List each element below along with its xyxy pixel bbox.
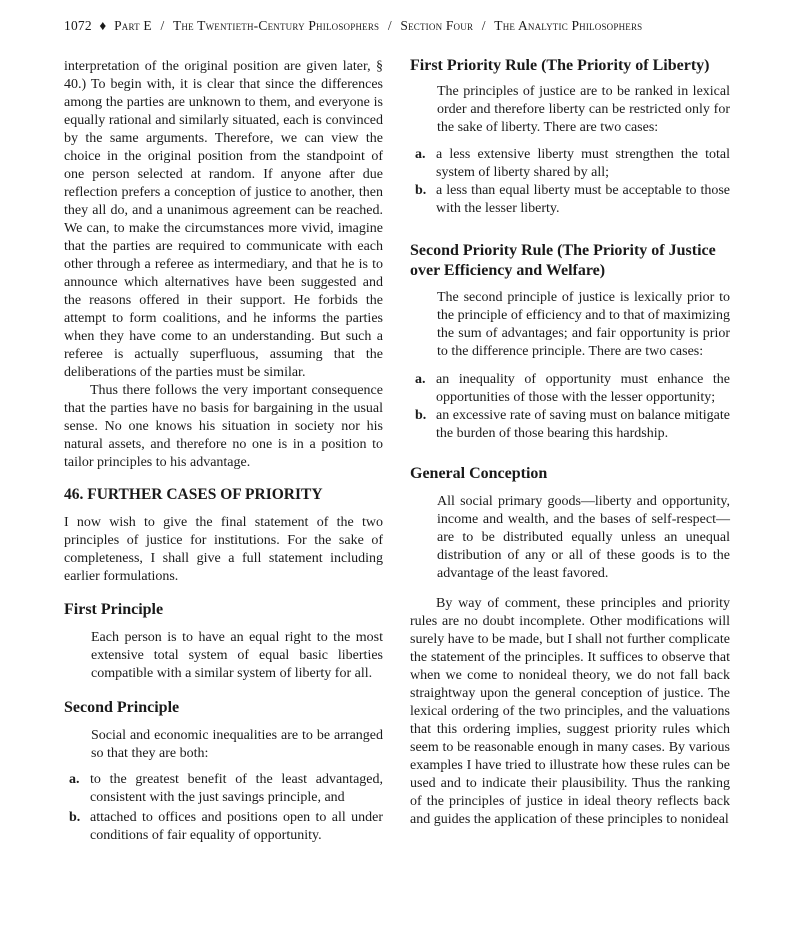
list-item — [410, 146, 730, 182]
paragraph: Thus there follows the very important consequence that the parties have no basis for bargaining in the usual sense. No one knows his situation in society nor his natural assets, and therefore no one is in a position to tailor principles to his advantage. — [64, 383, 383, 470]
right-column — [410, 58, 730, 829]
separator: / — [481, 18, 486, 33]
list-item — [410, 371, 730, 407]
paragraph: By way of comment, these principles and priority rules are no doubt incomplete. Other modifications will surely have to be made, but I shall not further complicate the statement of the principles. It suffices to observe that when we come to nonideal theory, we do not fall back straightway upon the general conception of justice. The lexical ordering of the two principles, and the valuations that this ordering implies, suggest priority rules which seem to be reasonable enough in many cases. By various examples I have tried to illustrate how these rules can be used and to indicate their plausibility. Thus the ranking of the principles of justice in ideal theory reflects back and guides the application of these principles to nonideal — [410, 596, 730, 827]
first-principle-heading: First Principle — [64, 601, 164, 618]
book-title: The Twentieth-Century Philosophers — [172, 18, 380, 33]
paragraph: I now wish to give the final statement of the two principles of justice for institutions. For the sake of completeness, I shall give a full statement including earlier formulations. — [64, 515, 383, 584]
page-number: 1072 — [64, 18, 92, 33]
rule1-text: The principles of justice are to be ranked in lexical order and therefore liberty can be restricted only for the sake of liberty. There are two cases: — [437, 84, 730, 135]
first-principle-text: Each person is to have an equal right to the most extensive total system of equal basic liberties compatible with a similar system of liberty for all. — [91, 630, 383, 681]
list-label: b. — [415, 408, 427, 423]
rule1-list — [410, 146, 730, 218]
list-item — [64, 771, 383, 807]
rule2-heading: Second Priority Rule (The Priority of Justice over Efficiency and Welfare) — [410, 242, 716, 279]
rule1-heading: First Priority Rule (The Priority of Liberty) — [410, 57, 710, 74]
list-text: to the greatest benefit of the least advantaged, consistent with the just savings principle, and — [90, 772, 383, 805]
list-text: an excessive rate of saving must on balance mitigate the burden of those bearing this hardship. — [436, 408, 730, 441]
left-column — [64, 58, 383, 845]
separator: / — [160, 18, 165, 33]
list-label: b. — [415, 183, 427, 198]
general-conception-text: All social primary goods—liberty and opportunity, income and wealth, and the bases of self-respect—are to be distributed equally unless an unequal distribution of any or all of these goods is to the advantage of the least favored. — [437, 494, 730, 581]
rule2-list — [410, 371, 730, 443]
list-label: b. — [69, 810, 81, 825]
list-item — [410, 182, 730, 218]
general-conception-heading: General Conception — [410, 465, 548, 482]
list-text: a less than equal liberty must be acceptable to those with the lesser liberty. — [436, 183, 730, 216]
diamond-icon: ♦ — [99, 18, 107, 33]
list-label: a. — [415, 372, 426, 387]
second-principle-intro: Social and economic inequalities are to be arranged so that they are both: — [91, 728, 383, 761]
second-principle-list — [64, 771, 383, 845]
section-label: Section Four — [400, 18, 474, 33]
list-text: an inequality of opportunity must enhance the opportunities of those with the lesser opportunity; — [436, 372, 730, 405]
section-heading: 46. FURTHER CASES OF PRIORITY — [64, 486, 323, 503]
list-item — [410, 407, 730, 443]
list-text: a less extensive liberty must strengthen the total system of liberty shared by all; — [436, 147, 730, 180]
list-item — [64, 809, 383, 845]
list-label: a. — [415, 147, 426, 162]
list-label: a. — [69, 772, 80, 787]
rule2-text: The second principle of justice is lexically prior to the principle of efficiency and to that of maximizing the sum of advantages; and fair opportunity is prior to the difference principle. There are two cases: — [437, 290, 730, 359]
separator: / — [387, 18, 392, 33]
running-header — [64, 18, 744, 34]
list-text: attached to offices and positions open to all under conditions of fair equality of opportunity. — [90, 810, 383, 843]
part-label: Part E — [114, 18, 152, 33]
section-title: The Analytic Philosophers — [494, 18, 643, 33]
paragraph: interpretation of the original position are given later, § 40.) To begin with, it is clear that since the differences among the parties are unknown to them, and everyone is equally rational and similarly situated, each is convinced by the same arguments. Therefore, we can view the choice in the original position from the standpoint of one person selected at random. If anyone after due reflection prefers a conception of justice to another, then they all do, and a unanimous agreement can be reached. We can, to make the circumstances more vivid, imagine that the parties are required to communicate with each other through a referee as intermediary, and that he is to announce which alternatives have been suggested and the reasons offered in their support. He forbids the attempt to form coalitions, and he informs the parties when they have come to an understanding. But such a referee is actually superfluous, assuming that the deliberations of the parties must be similar. — [64, 59, 383, 380]
second-principle-heading: Second Principle — [64, 699, 180, 716]
